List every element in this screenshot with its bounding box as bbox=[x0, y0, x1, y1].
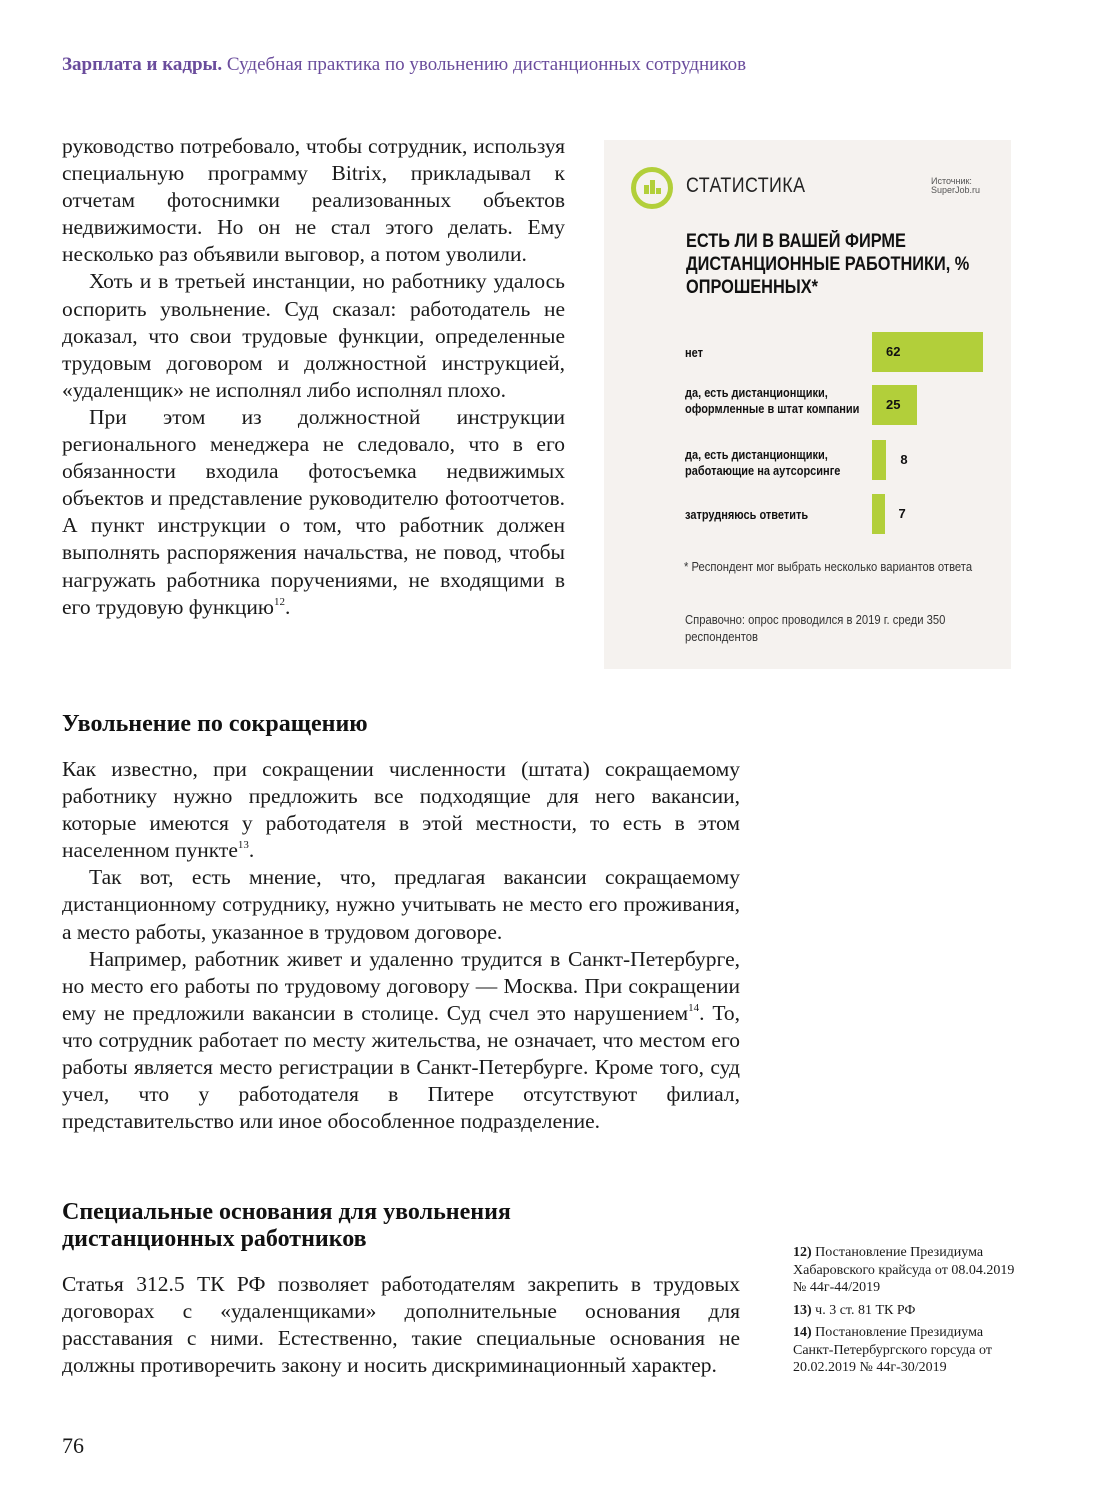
page-number: 76 bbox=[62, 1433, 84, 1458]
bar-label: да, есть дистанционщики, оформленные в штат компании bbox=[685, 386, 860, 416]
footnote-text: ч. 3 ст. 81 ТК РФ bbox=[815, 1303, 916, 1318]
footnote-number: 14) bbox=[793, 1325, 812, 1340]
paragraph-end: . bbox=[284, 594, 291, 619]
paragraph bbox=[62, 756, 740, 864]
paragraph-text: . То, что сотрудник работает по месту жительства, не означает, что местом его работы является место регистрации в Санкт-Петербурге. Кроме того, суд учел, что у работодателя в Питере отсутствуют филиал, представительство или иное обособленное подразделение. bbox=[62, 1000, 740, 1134]
body-column-top bbox=[62, 133, 565, 621]
bar-value: 7 bbox=[898, 506, 906, 521]
bar-value: 25 bbox=[886, 397, 901, 412]
footnote-14 bbox=[793, 1324, 1023, 1377]
footnote-text: Постановление Президиума Санкт-Петербургского горсуда от 20.02.2019 № 44г-30/2019 bbox=[793, 1325, 992, 1375]
statistics-box bbox=[604, 140, 1011, 669]
footnote-ref: 12 bbox=[273, 595, 285, 608]
source-name: SuperJob.ru bbox=[931, 185, 981, 195]
chart-reference: Справочно: опрос проводился в 2019 г. среди 350 респондентов bbox=[685, 613, 946, 644]
footnote-ref: 14 bbox=[688, 1001, 700, 1014]
stat-label: СТАТИСТИКА bbox=[686, 174, 806, 197]
footnote-number: 13) bbox=[793, 1303, 812, 1318]
heading-line: Специальные основания для увольнения bbox=[62, 1199, 511, 1225]
paragraph: Хоть и в третьей инстанции, но работнику удалось оспорить увольнение. Суд сказал: работодатель не доказал, что свои трудовые функции, определенные трудовым договором и должностной инструкцией, «удаленщик» не исполнял либо исполнял плохо. bbox=[62, 269, 565, 402]
bar bbox=[872, 494, 885, 534]
chart-title: ЕСТЬ ЛИ В ВАШЕЙ ФИРМЕ ДИСТАНЦИОННЫЕ РАБОТНИКИ, % ОПРОШЕННЫХ* bbox=[686, 231, 970, 298]
body-column-bottom bbox=[62, 1271, 740, 1379]
bar-value: 62 bbox=[886, 344, 901, 359]
paragraph: Статья 312.5 ТК РФ позволяет работодателям закрепить в трудовых договорах с «удаленщиками» дополнительные основания для расставания с ними. Естественно, такие специальные основания не должны противоречить закону и носить дискриминационный характер. bbox=[62, 1272, 740, 1378]
bar-label: затрудняюсь ответить bbox=[685, 508, 809, 522]
bar-chart-icon bbox=[631, 167, 673, 209]
chart-row bbox=[604, 332, 1011, 372]
paragraph bbox=[62, 404, 565, 621]
stat-source bbox=[931, 177, 980, 195]
footnote-12 bbox=[793, 1244, 1023, 1297]
bar-value: 8 bbox=[900, 452, 908, 467]
section-heading bbox=[62, 1199, 511, 1253]
paragraph-end: . bbox=[248, 838, 255, 863]
footnote-number: 12) bbox=[793, 1245, 812, 1260]
paragraph: руководство потребовало, чтобы сотрудник, используя специальную программу Bitrix, прикладывал к отчетам фотоснимки реализованных объектов недвижимости. Но он не стал этого делать. Ему несколько раз объявили выговор, а потом уволили. bbox=[62, 134, 565, 267]
chart-footnote: * Респондент мог выбрать несколько вариантов ответа bbox=[684, 560, 973, 574]
paragraph-text: Например, работник живет и удаленно трудится в Санкт-Петербурге, но место его работы по трудовому договору — Москва. При сокращении ему не предложили вакансии в столице. Суд счел это нарушением bbox=[62, 946, 740, 1025]
paragraph: Так вот, есть мнение, что, предлагая вакансии сокращаемому дистанционному сотруднику, нужно учитывать не место его проживания, а место работы, указанное в трудовом договоре. bbox=[62, 865, 740, 944]
paragraph-text: Как известно, при сокращении численности (штата) сокращаемому работнику нужно предложить все подходящие для него вакансии, которые имеются у работодателя в этой местности, то есть в этом населенном пункте bbox=[62, 757, 740, 863]
bar bbox=[872, 440, 886, 480]
footnote-ref: 13 bbox=[237, 839, 249, 852]
header-section: Зарплата и кадры. bbox=[62, 54, 223, 75]
section-heading: Увольнение по сокращению bbox=[62, 711, 368, 737]
body-column-middle bbox=[62, 756, 740, 1135]
source-label: Источник: bbox=[931, 176, 972, 186]
paragraph-text: При этом из должностной инструкции регионального менеджера не следовало, что в его обязанности входила фотосъемка недвижимых объектов и представление руководителю фотоотчетов. А пункт инструкции о том, что работник должен выполнять распоряжения начальства, не повод, чтобы нагружать работника поручениями, не входящими в его трудовую функцию bbox=[62, 404, 565, 619]
paragraph bbox=[62, 946, 740, 1136]
header-title: Судебная практика по увольнению дистанционных сотрудников bbox=[226, 54, 747, 75]
footnote-13 bbox=[793, 1302, 1023, 1320]
chart-row bbox=[604, 440, 1011, 480]
chart-row bbox=[604, 494, 1011, 534]
footnote-text: Постановление Президиума Хабаровского крайсуда от 08.04.2019 № 44г-44/2019 bbox=[793, 1245, 1015, 1295]
chart-row bbox=[604, 385, 1011, 425]
running-header bbox=[62, 54, 746, 76]
heading-line: дистанционных работников bbox=[62, 1226, 367, 1252]
bar-label: да, есть дистанционщики, работающие на аутсорсинге bbox=[685, 448, 841, 478]
bar-label: нет bbox=[685, 346, 704, 360]
